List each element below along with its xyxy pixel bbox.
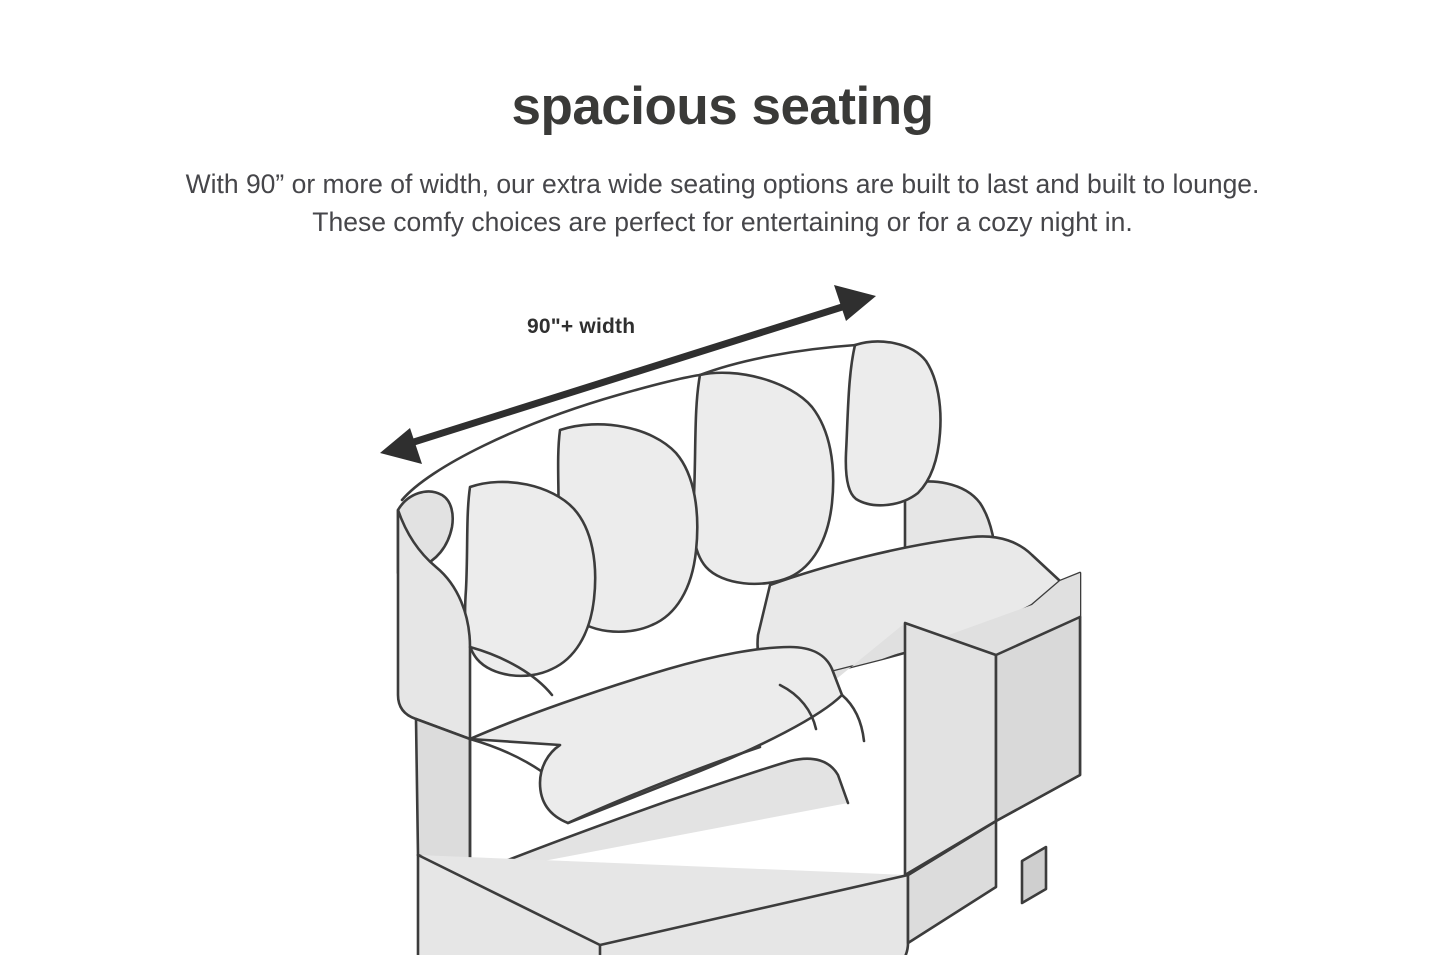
description-line-2: These comfy choices are perfect for entertaining or for a cozy night in. <box>312 206 1133 237</box>
description-text <box>0 166 1445 241</box>
description-line-1: With 90” or more of width, our extra wide seating options are built to last and built to lounge. <box>185 169 1260 199</box>
sofa-illustration <box>0 255 1445 955</box>
dimension-label: 90"+ width <box>527 315 636 338</box>
page-title: spacious seating <box>511 77 934 136</box>
sofa-diagram-svg <box>0 255 1445 955</box>
sofa-body <box>398 342 1080 955</box>
